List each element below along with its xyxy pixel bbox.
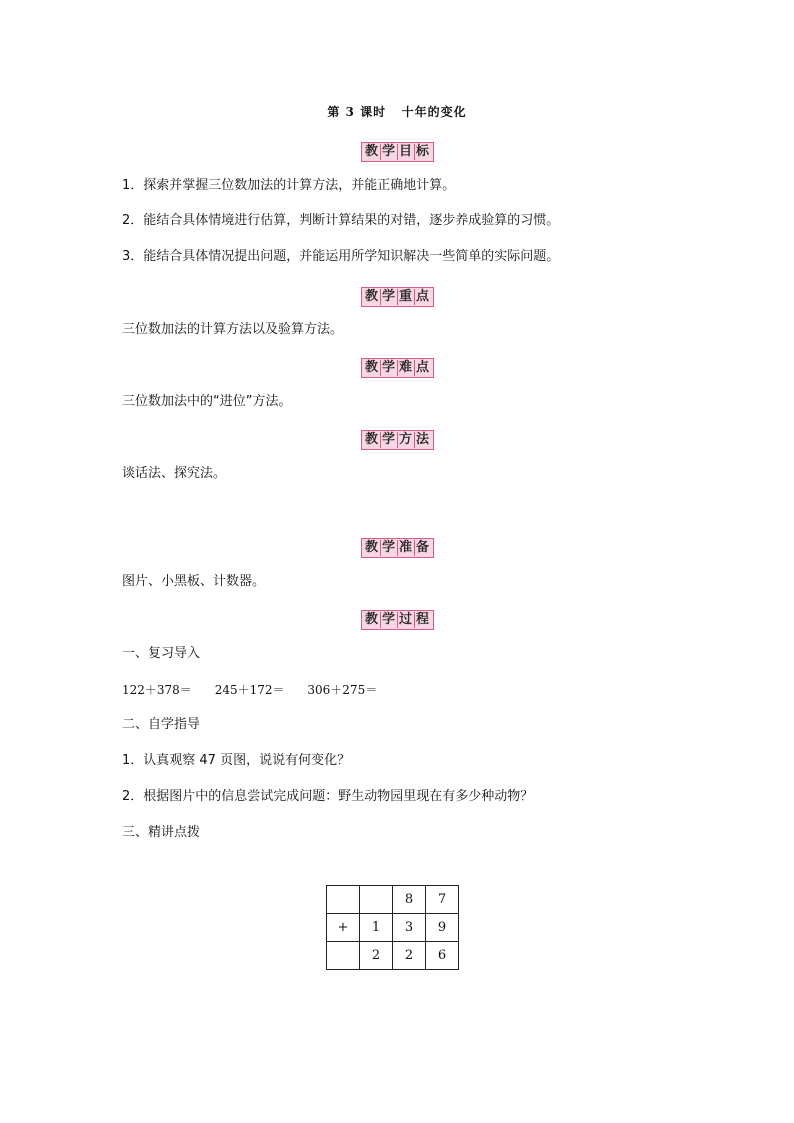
heading-char: 学 xyxy=(381,144,398,160)
heading-char: 学 xyxy=(381,612,398,628)
section-heading-process xyxy=(0,608,794,630)
heading-char: 难 xyxy=(398,360,415,376)
section-heading-objectives xyxy=(0,140,794,162)
table-cell: 6 xyxy=(426,942,459,970)
table-row xyxy=(327,914,459,942)
heading-char: 法 xyxy=(415,432,429,447)
heading-char: 目 xyxy=(398,144,415,160)
table-cell: 1 xyxy=(360,914,393,942)
methods-text: 谈话法、探究法。 xyxy=(122,466,227,481)
table-cell: + xyxy=(327,914,360,942)
keypoints-text: 三位数加法的计算方法以及验算方法。 xyxy=(122,322,344,337)
section-heading-preparation xyxy=(0,536,794,558)
table-cell: 7 xyxy=(426,886,459,914)
section-heading-difficulties xyxy=(0,356,794,378)
heading-char: 教 xyxy=(364,289,381,305)
step3-heading: 三、精讲点拨 xyxy=(122,825,201,840)
table-cell xyxy=(327,942,360,970)
heading-char: 教 xyxy=(364,360,381,376)
table-cell: 8 xyxy=(393,886,426,914)
heading-char: 学 xyxy=(381,360,398,376)
heading-char: 程 xyxy=(415,612,429,627)
table-cell: 9 xyxy=(426,914,459,942)
table-cell xyxy=(327,886,360,914)
table-cell: 2 xyxy=(360,942,393,970)
table-cell xyxy=(360,886,393,914)
heading-char: 方 xyxy=(398,432,415,448)
heading-char: 点 xyxy=(415,289,429,304)
heading-char: 点 xyxy=(415,360,429,375)
step2-item-1: 1．认真观察 47 页图，说说有何变化？ xyxy=(122,753,351,768)
objective-item-2: 2．能结合具体情境进行估算，判断计算结果的对错，逐步养成验算的习惯。 xyxy=(122,213,560,228)
table-row xyxy=(327,886,459,914)
heading-char: 学 xyxy=(381,289,398,305)
step2-item-2: 2．根据图片中的信息尝试完成问题：野生动物园里现在有多少种动物？ xyxy=(122,789,534,804)
lesson-title: 第 3 课时 十年的变化 xyxy=(327,105,467,119)
step1-heading: 一、复习导入 xyxy=(122,646,201,661)
heading-char: 教 xyxy=(364,432,381,448)
heading-char: 学 xyxy=(381,432,398,448)
heading-char: 过 xyxy=(398,612,415,628)
heading-char: 教 xyxy=(364,612,381,628)
heading-char: 教 xyxy=(364,144,381,160)
objective-item-3: 3．能结合具体情况提出问题，并能运用所学知识解决一些简单的实际问题。 xyxy=(122,249,560,264)
heading-char: 重 xyxy=(398,289,415,305)
step2-heading: 二、自学指导 xyxy=(122,717,201,732)
heading-char: 备 xyxy=(415,540,429,555)
heading-char: 学 xyxy=(381,540,398,556)
difficulties-text: 三位数加法中的“进位”方法。 xyxy=(122,394,292,409)
preparation-text: 图片、小黑板、计数器。 xyxy=(122,574,266,589)
section-heading-methods xyxy=(0,428,794,450)
section-heading-keypoints xyxy=(0,285,794,307)
review-exercises: 122＋378＝ 245＋172＝ 306＋275＝ xyxy=(122,683,378,697)
table-cell: 2 xyxy=(393,942,426,970)
table-cell: 3 xyxy=(393,914,426,942)
heading-char: 准 xyxy=(398,540,415,556)
table-row xyxy=(327,942,459,970)
heading-char: 标 xyxy=(415,144,429,159)
vertical-addition-table xyxy=(326,885,459,970)
objective-item-1: 1．探索并掌握三位数加法的计算方法，并能正确地计算。 xyxy=(122,178,456,193)
heading-char: 教 xyxy=(364,540,381,556)
